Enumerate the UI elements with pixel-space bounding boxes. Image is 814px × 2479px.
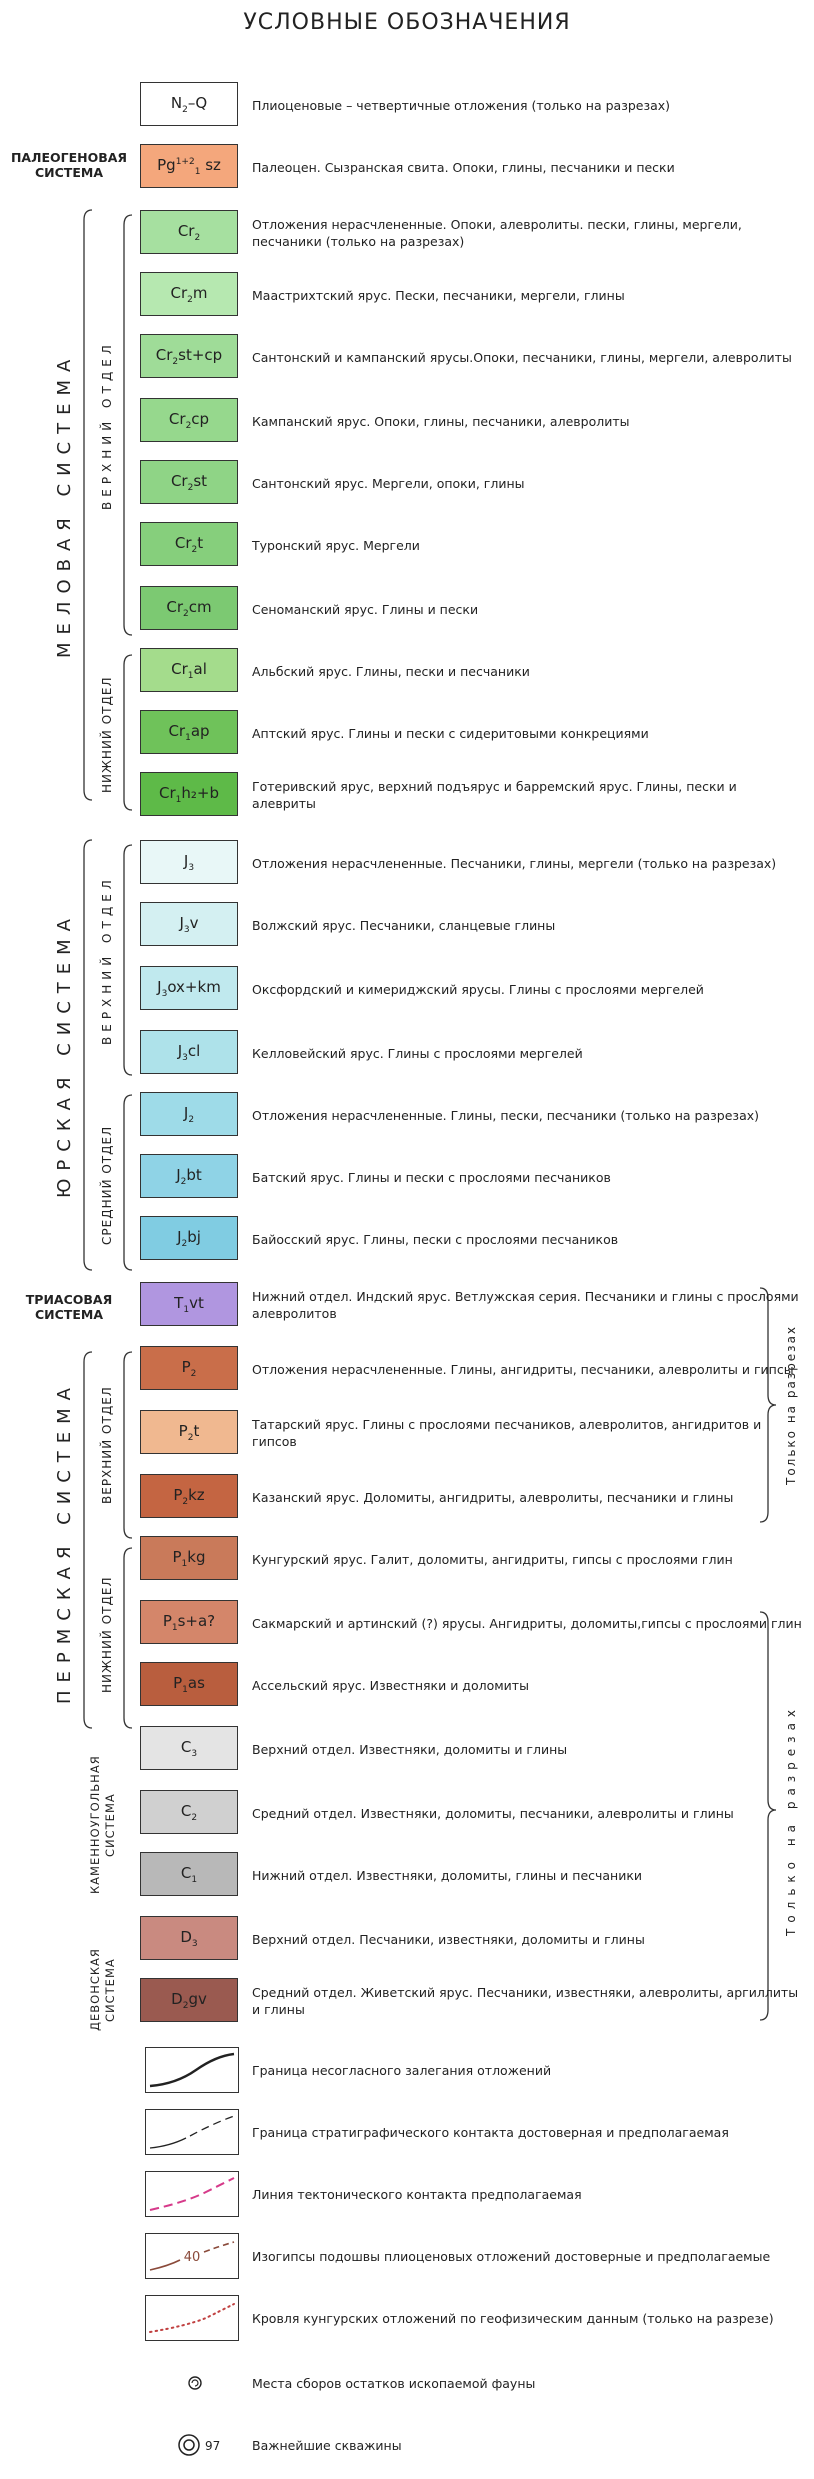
sections-only-label-1: Только на разрезах — [784, 1324, 798, 1486]
legend-code — [171, 284, 208, 305]
code-sub: 3 — [191, 1938, 198, 1949]
code-rest: t — [193, 1421, 200, 1440]
legend-color-box — [140, 1410, 238, 1454]
code-sub: 2 — [188, 1114, 195, 1125]
legend-description: Нижний отдел. Известняки, доломиты, глины и песчаники — [252, 1867, 643, 1883]
legend-color-box — [140, 840, 238, 884]
code-sub: 2 — [194, 232, 201, 243]
code-main: Cr — [168, 409, 186, 428]
legend-color-box — [140, 1662, 238, 1706]
symbol-row-contact — [0, 2109, 814, 2155]
code-sub: 2 — [182, 1496, 189, 1507]
cretaceous-lower-label: НИЖНИЙ ОТДЕЛ — [100, 676, 114, 794]
code-main: Cr — [155, 345, 173, 364]
jurassic-upper-label: ВЕРХНИЙ ОТДЕЛ — [100, 875, 114, 1045]
legend-code — [157, 978, 221, 999]
code-main: Cr — [159, 783, 176, 802]
code-rest: –Q — [187, 93, 208, 112]
code-rest: gv — [188, 1989, 207, 2008]
code-rest: al — [193, 659, 207, 678]
legend-description: Сантонский и кампанский ярусы.Опоки, песчаники, глины, мергели, алевролиты — [252, 349, 792, 365]
legend-row — [0, 710, 814, 756]
legend-row — [0, 1726, 814, 1772]
code-main: J — [183, 1103, 189, 1122]
code-main: Cr — [177, 221, 195, 240]
isohypse-label: 40 — [183, 2250, 201, 2265]
code-sub: 3 — [182, 1052, 188, 1063]
code-rest: cm — [188, 597, 212, 616]
code-sub: 2 — [172, 356, 179, 367]
symbol-row-tectonic — [0, 2171, 814, 2217]
permian-lower-label: НИЖНИЙ ОТДЕЛ — [100, 1576, 114, 1694]
code-rest: bj — [187, 1227, 201, 1246]
code-main: D — [171, 1989, 183, 2008]
code-main: J — [157, 977, 162, 996]
legend-description: Кунгурский ярус. Галит, доломиты, ангидриты, гипсы с прослоями глин — [252, 1551, 733, 1567]
legend-description: Батский ярус. Глины и пески с прослоями песчаников — [252, 1169, 611, 1185]
legend-description: Средний отдел. Живетский ярус. Песчаники, известняки, алевролиты, аргиллиты и глины — [252, 1985, 799, 2017]
code-rest: bt — [186, 1165, 202, 1184]
legend-code — [184, 852, 194, 873]
legend-color-box — [140, 1216, 238, 1260]
legend-row — [0, 1030, 814, 1076]
legend-row — [0, 1978, 814, 2024]
legend-description: Средний отдел. Известняки, доломиты, песчаники, алевролиты и глины — [252, 1805, 734, 1821]
symbol-description: Граница стратиграфического контакта достоверная и предполагаемая — [252, 2124, 729, 2140]
well-icon — [175, 2430, 235, 2460]
code-main: P — [178, 1421, 188, 1440]
code-sub: 3 — [188, 862, 195, 873]
legend-row — [0, 840, 814, 886]
legend-row — [0, 1346, 814, 1392]
code-sub: 2 — [187, 482, 194, 493]
contact-boundary-symbol — [145, 2109, 239, 2155]
legend-row — [0, 144, 814, 190]
symbol-description: Линия тектонического контакта предполагаемая — [252, 2186, 582, 2202]
code-main: N — [170, 93, 183, 112]
legend-code — [178, 222, 200, 243]
code-sub: 3 — [191, 1748, 198, 1759]
code-sub: 1 — [181, 1558, 188, 1569]
legend-description: Отложения нерасчлененные. Опоки, алевролиты. пески, глины, мергели, песчаники (только на разрезах) — [252, 217, 742, 249]
code-sub: 2 — [182, 104, 188, 115]
legend-row — [0, 272, 814, 318]
code-rest: t — [197, 533, 204, 552]
permian-label: ПЕРМСКАЯ СИСТЕМА — [54, 1380, 75, 1705]
code-main: Cr — [171, 659, 188, 678]
code-main: J — [179, 913, 184, 932]
legend-code — [157, 156, 221, 177]
symbol-description: Кровля кунгурских отложений по геофизическим данным (только на разрезе) — [252, 2310, 774, 2326]
legend-description: Татарский ярус. Глины с прослоями песчаников, алевролитов, ангидритов и гипсов — [252, 1417, 762, 1449]
code-rest: cl — [187, 1041, 201, 1060]
legend-code — [176, 1166, 202, 1187]
fossil-shell-icon — [185, 2373, 205, 2393]
legend-color-box — [140, 1536, 238, 1580]
code-main: J — [176, 1165, 181, 1184]
legend-color-box — [140, 210, 238, 254]
legend-row — [0, 1092, 814, 1138]
legend-code — [180, 1928, 197, 1949]
legend-row — [0, 1790, 814, 1836]
page-title: УСЛОВНЫЕ ОБОЗНАЧЕНИЯ — [243, 10, 571, 35]
legend-code — [177, 1228, 201, 1249]
legend-code — [166, 598, 211, 619]
legend-color-box — [140, 1600, 238, 1644]
legend-row — [0, 1852, 814, 1898]
legend-description: Сантонский ярус. Мергели, опоки, глины — [252, 475, 525, 491]
code-main: P — [162, 1611, 172, 1630]
legend-description: Оксфордский и кимериджский ярусы. Глины с прослоями мергелей — [252, 981, 704, 997]
devonian-label: ДЕВОНСКАЯ СИСТЕМА — [88, 1948, 117, 2032]
code-main: Cr — [174, 533, 192, 552]
legend-code — [175, 534, 203, 555]
code-sub: 2 — [183, 608, 189, 619]
legend-description: Отложения нерасчлененные. Глины, ангидриты, песчаники, алевролиты и гипсы — [252, 1361, 794, 1377]
legend-description: Верхний отдел. Известняки, доломиты и глины — [252, 1741, 568, 1757]
code-main: Cr — [170, 283, 188, 302]
legend-code — [171, 660, 207, 681]
legend-description: Сеноманский ярус. Глины и пески — [252, 601, 479, 617]
legend-description: Туронский ярус. Мергели — [252, 537, 420, 553]
legend-code — [171, 94, 207, 115]
legend-description: Келловейский ярус. Глины с прослоями мергелей — [252, 1045, 583, 1061]
permian-upper-label: ВЕРХНИЙ ОТДЕЛ — [100, 1386, 114, 1504]
well-number: 97 — [205, 2439, 221, 2453]
cretaceous-label: МЕЛОВАЯ СИСТЕМА — [54, 351, 75, 659]
symbol-row-unconformity — [0, 2047, 814, 2093]
legend-description: Плиоценовые – четвертичные отложения (только на разрезах) — [252, 97, 671, 113]
code-main: Cr — [168, 721, 186, 740]
carboniferous-label: КАМЕННОУГОЛЬНАЯ СИСТЕМА — [88, 1755, 117, 1895]
symbol-description: Граница несогласного залегания отложений — [252, 2062, 552, 2078]
code-sup: 1+2 — [175, 156, 195, 167]
code-main: Cr — [170, 471, 188, 490]
legend-description: Отложения нерасчлененные. Песчаники, глины, мергели (только на разрезах) — [252, 855, 777, 871]
legend-row — [0, 1600, 814, 1646]
code-sub: 2 — [187, 1432, 194, 1443]
code-rest: ap — [190, 721, 210, 740]
legend-color-box — [140, 1726, 238, 1770]
legend-row — [0, 210, 814, 256]
legend-color-box — [140, 522, 238, 566]
legend-code — [169, 410, 209, 431]
symbol-description: Места сборов остатков ископаемой фауны — [252, 2375, 536, 2391]
isohypse-symbol — [145, 2233, 239, 2279]
legend-description: Альбский ярус. Глины, пески и песчаники — [252, 663, 530, 679]
code-main: Cr — [166, 597, 184, 616]
legend-row — [0, 1154, 814, 1200]
legend-description: Нижний отдел. Индский ярус. Ветлужская серия. Песчаники и глины с прослоями алевролитов — [252, 1289, 799, 1321]
legend-row — [0, 1536, 814, 1582]
legend-code — [181, 1738, 197, 1759]
legend-description: Готеривский ярус, верхний подъярус и барремский ярус. Глины, пески и алевриты — [252, 779, 737, 811]
legend-row — [0, 966, 814, 1012]
code-main: J — [177, 1227, 182, 1246]
legend-row — [0, 1916, 814, 1962]
code-rest: kg — [187, 1547, 206, 1566]
legend-color-box — [140, 1030, 238, 1074]
legend-code — [181, 1864, 197, 1885]
legend-color-box — [140, 586, 238, 630]
legend-color-box — [140, 272, 238, 316]
legend-row — [0, 586, 814, 632]
legend-color-box — [140, 1978, 238, 2022]
legend-code — [173, 1486, 204, 1507]
symbol-description: Важнейшие скважины — [252, 2437, 402, 2453]
legend-color-box — [140, 772, 238, 816]
symbol-row-wells — [0, 2428, 814, 2462]
code-sub: 1 — [175, 794, 182, 805]
jurassic-label: ЮРСКАЯ СИСТЕМА — [54, 911, 75, 1199]
code-sub: 2 — [191, 1812, 198, 1823]
paleogene-label: ПАЛЕОГЕНОВАЯ СИСТЕМА — [10, 150, 128, 180]
legend-color-box — [140, 1346, 238, 1390]
code-rest: st — [193, 471, 208, 490]
legend-description: Казанский ярус. Доломиты, ангидриты, алевролиты, песчаники и глины — [252, 1489, 734, 1505]
legend-row — [0, 1410, 814, 1456]
legend-description: Отложения нерасчлененные. Глины, пески, песчаники (только на разрезах) — [252, 1107, 760, 1123]
legend-color-box — [140, 460, 238, 504]
legend-code — [173, 1674, 205, 1695]
legend-row — [0, 522, 814, 568]
legend-row — [0, 398, 814, 444]
legend-code — [173, 1548, 206, 1569]
legend-row — [0, 648, 814, 694]
code-sub: 2 — [180, 1176, 187, 1187]
code-sub: 2 — [181, 1238, 188, 1249]
code-rest: st+cp — [178, 345, 223, 364]
legend-color-box — [140, 1852, 238, 1896]
unconformity-symbol — [145, 2047, 239, 2093]
code-sub: 1 — [182, 1684, 188, 1695]
legend-code — [184, 1104, 194, 1125]
legend-color-box — [140, 1282, 238, 1326]
code-main: J — [177, 1041, 183, 1060]
legend-color-box — [140, 648, 238, 692]
legend-description: Маастрихтский ярус. Пески, песчаники, мергели, глины — [252, 287, 625, 303]
legend-color-box — [140, 1092, 238, 1136]
code-main: T — [174, 1293, 184, 1312]
legend-color-box — [140, 82, 238, 126]
code-sub: 2 — [190, 1368, 197, 1379]
legend-color-box — [140, 398, 238, 442]
legend-code — [179, 914, 198, 935]
code-main: D — [180, 1927, 192, 1946]
legend-color-box — [140, 966, 238, 1010]
code-rest: kz — [188, 1485, 205, 1504]
legend-code — [171, 472, 207, 493]
jurassic-middle-label: СРЕДНИЙ ОТДЕЛ — [100, 1125, 114, 1245]
legend-row — [0, 334, 814, 380]
tectonic-contact-symbol — [145, 2171, 239, 2217]
symbol-row-isohypse — [0, 2233, 814, 2279]
legend-color-box — [140, 1154, 238, 1198]
code-rest: v — [189, 913, 199, 932]
code-main: C — [180, 1801, 192, 1820]
code-sub: 1 — [187, 670, 194, 681]
code-sub: 1 — [183, 1304, 190, 1315]
code-rest: sz — [200, 155, 221, 174]
legend-code — [178, 1042, 201, 1063]
code-sub: 2 — [185, 420, 192, 431]
legend-code — [159, 784, 219, 805]
legend-description: Сакмарский и артинский (?) ярусы. Ангидриты, доломиты,гипсы с прослоями глин — [252, 1615, 802, 1631]
code-rest: m — [192, 283, 208, 302]
legend-description: Аптский ярус. Глины и пески с сидеритовыми конкрециями — [252, 725, 649, 741]
legend-row — [0, 1282, 814, 1328]
symbol-row-fauna — [0, 2368, 814, 2398]
code-main: P — [181, 1357, 191, 1376]
legend-row — [0, 1474, 814, 1520]
code-sub: 1 — [185, 732, 191, 743]
code-main: P — [173, 1485, 183, 1504]
legend-description: Кампанский ярус. Опоки, глины, песчаники, алевролиты — [252, 413, 630, 429]
code-main: P — [172, 1547, 182, 1566]
legend-code — [171, 1990, 207, 2011]
legend-description: Ассельский ярус. Известняки и доломиты — [252, 1677, 529, 1693]
triassic-label: ТРИАСОВАЯ СИСТЕМА — [25, 1292, 113, 1322]
legend-code — [163, 1612, 215, 1633]
legend-code — [156, 346, 222, 367]
code-main: C — [180, 1863, 192, 1882]
legend-code — [182, 1358, 197, 1379]
legend-code — [181, 1802, 197, 1823]
code-main: P — [173, 1673, 183, 1692]
legend-code — [168, 722, 209, 743]
code-sub: 3 — [183, 924, 190, 935]
sections-only-label-2: Только на разрезах — [784, 1703, 798, 1937]
symbol-row-kungur — [0, 2295, 814, 2341]
code-sub: 1 — [194, 166, 201, 177]
code-sub: 1 — [191, 1874, 198, 1885]
legend-description: Байосский ярус. Глины, пески с прослоями песчаников — [252, 1231, 619, 1247]
code-sub: 2 — [182, 2000, 189, 2011]
legend-description: Верхний отдел. Песчаники, известняки, доломиты и глины — [252, 1931, 645, 1947]
legend-description: Волжский ярус. Песчаники, сланцевые глины — [252, 917, 556, 933]
code-sub: 1 — [171, 1622, 178, 1633]
legend-row — [0, 1216, 814, 1262]
cretaceous-upper-label: ВЕРХНИЙ ОТДЕЛ — [100, 340, 114, 510]
legend-color-box — [140, 144, 238, 188]
legend-color-box — [140, 902, 238, 946]
code-sub: 2 — [191, 544, 198, 555]
code-rest: h₂+b — [181, 783, 219, 802]
legend-code — [179, 1422, 200, 1443]
legend-color-box — [140, 710, 238, 754]
code-rest: cp — [191, 409, 210, 428]
code-rest: ox+km — [167, 977, 221, 996]
legend-row — [0, 772, 814, 818]
code-rest: as — [187, 1673, 205, 1692]
symbol-description: Изогипсы подошвы плиоценовых отложений достоверные и предполагаемые — [252, 2248, 771, 2264]
legend-color-box — [140, 1790, 238, 1834]
code-rest: vt — [189, 1293, 204, 1312]
code-rest: s+a? — [177, 1611, 216, 1630]
legend-row — [0, 1662, 814, 1708]
legend-color-box — [140, 334, 238, 378]
code-main: J — [183, 851, 189, 870]
code-sub: 2 — [187, 294, 193, 305]
legend-color-box — [140, 1916, 238, 1960]
code-main: C — [180, 1737, 192, 1756]
legend-row — [0, 902, 814, 948]
legend-row — [0, 460, 814, 506]
kungur-roof-symbol — [145, 2295, 239, 2341]
legend-code — [174, 1294, 204, 1315]
code-main: Pg — [157, 155, 176, 174]
legend-row — [0, 82, 814, 128]
legend-description: Палеоцен. Сызранская свита. Опоки, глины, песчаники и пески — [252, 159, 675, 175]
code-sub: 3 — [161, 988, 168, 999]
legend-color-box — [140, 1474, 238, 1518]
